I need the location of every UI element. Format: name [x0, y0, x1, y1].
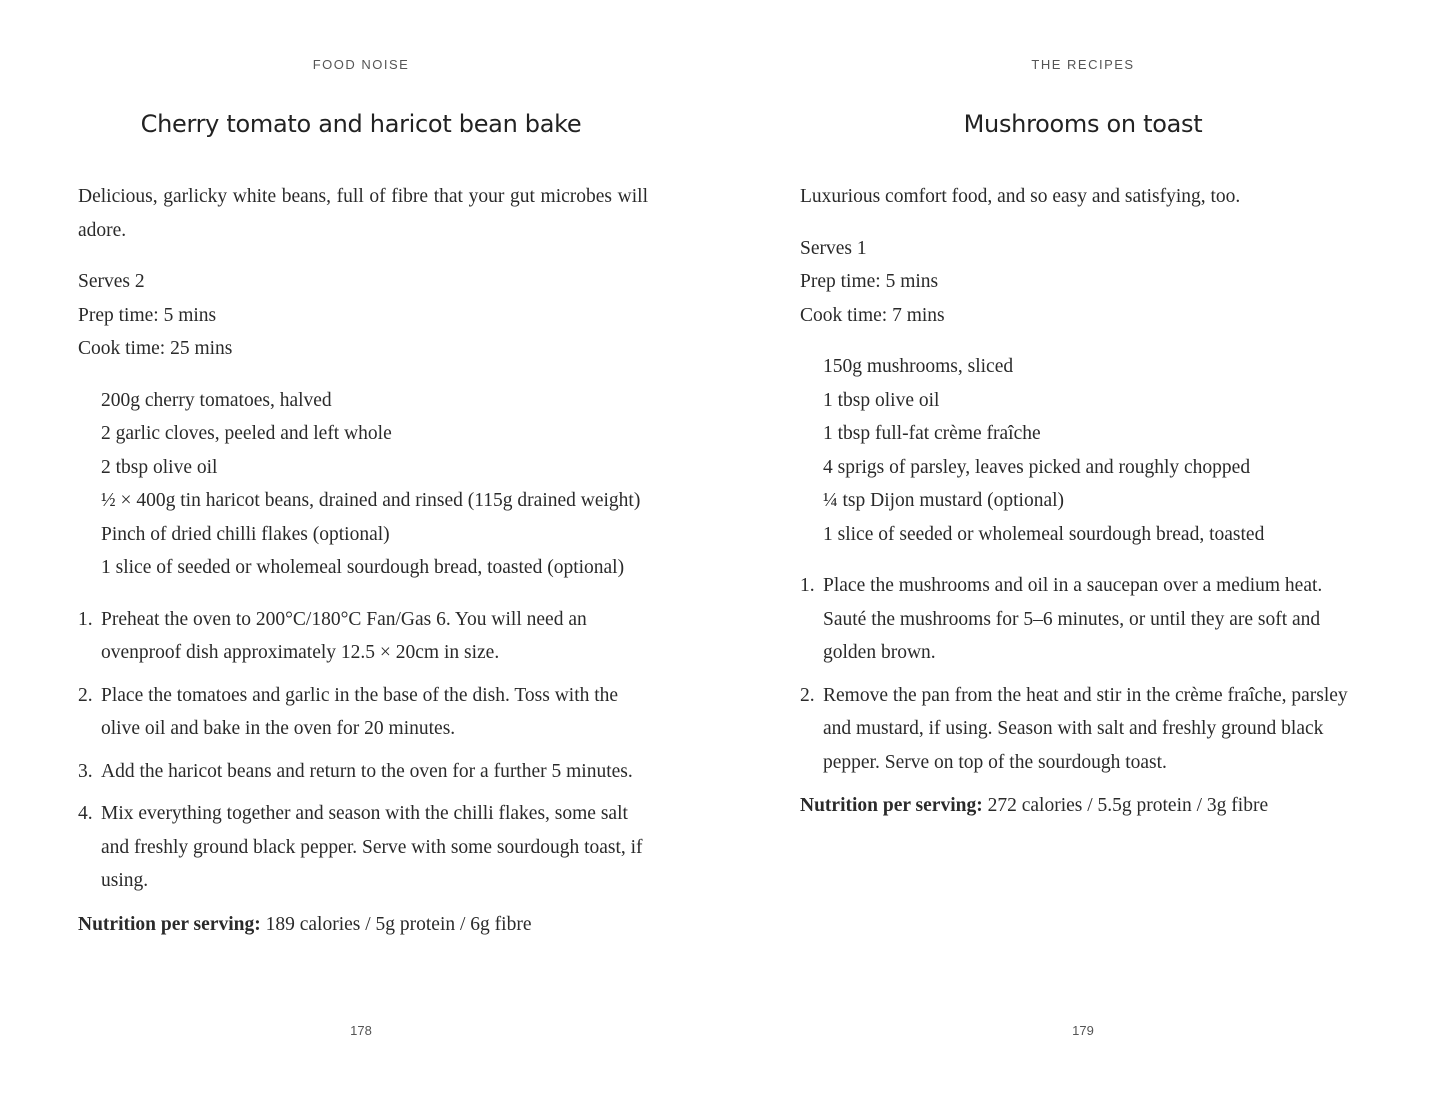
ingredient-item: 1 tbsp olive oil: [823, 389, 940, 411]
nutrition-value: 272 calories / 5.5g protein / 3g fibre: [982, 795, 1269, 816]
recipe-intro: Luxurious comfort food, and so easy and satisfying, too.: [800, 186, 1241, 207]
prep-time: Prep time: 5 mins: [78, 304, 217, 326]
left-page: [0, 0, 722, 1105]
step-number: 1.: [800, 575, 815, 596]
recipe-intro: Delicious, garlicky white beans, full of fibre that your gut microbes will adore.: [78, 186, 648, 241]
ingredient-item: 1 tbsp full-fat crème fraîche: [823, 423, 1041, 444]
ingredient-item: 150g mushrooms, sliced: [823, 356, 1014, 377]
prep-time: Prep time: 5 mins: [800, 271, 939, 292]
nutrition-value: 189 calories / 5g protein / 6g fibre: [260, 913, 532, 935]
ingredient-item: ½ × 400g tin haricot beans, drained and rinsed (115g drained weight): [101, 490, 641, 511]
cook-time: Cook time: 25 mins: [78, 338, 233, 359]
page-number: 178: [350, 1023, 372, 1038]
method-step: [78, 797, 648, 898]
nutrition-info: [800, 789, 1370, 823]
recipe-meta: [78, 265, 648, 366]
step-number: 1.: [78, 608, 93, 630]
step-number: 2.: [800, 684, 815, 706]
step-text: Place the tomatoes and garlic in the base of the dish. Toss with the olive oil and bake in the oven for 20 minutes.: [101, 684, 619, 739]
step-number: 3.: [78, 760, 93, 782]
nutrition-info: [78, 908, 648, 942]
serves: Serves 1: [800, 237, 867, 259]
running-head: THE RECIPES: [1031, 57, 1135, 72]
method-steps: [78, 603, 648, 898]
method-steps: [800, 569, 1370, 779]
step-text: Place the mushrooms and oil in a saucepan over a medium heat. Sauté the mushrooms for 5–6 minutes, or until they are soft and golden brown.: [823, 575, 1323, 663]
method-step: [78, 755, 648, 789]
recipe-body: [78, 180, 648, 941]
ingredient-item: 2 garlic cloves, peeled and left whole: [101, 423, 392, 444]
ingredient-item: 4 sprigs of parsley, leaves picked and roughly chopped: [823, 456, 1251, 478]
page-number: 179: [1072, 1023, 1094, 1038]
method-step: [78, 603, 648, 670]
method-step: [78, 679, 648, 746]
ingredients-list: [800, 350, 1370, 551]
ingredient-item: 1 slice of seeded or wholemeal sourdough bread, toasted: [823, 523, 1265, 545]
recipe-title: Cherry tomato and haricot bean bake: [140, 110, 582, 138]
method-step: [800, 569, 1370, 670]
cook-time: Cook time: 7 mins: [800, 304, 945, 326]
step-text: Preheat the oven to 200°C/180°C Fan/Gas 6. You will need an ovenproof dish approximately 12.5 × 20cm in size.: [101, 608, 587, 663]
ingredient-item: Pinch of dried chilli flakes (optional): [101, 523, 390, 545]
nutrition-label: Nutrition per serving:: [800, 795, 983, 816]
recipe-body: [800, 180, 1370, 823]
ingredients-list: [78, 384, 648, 585]
ingredient-item: 1 slice of seeded or wholemeal sourdough bread, toasted (optional): [101, 557, 625, 578]
recipe-title: Mushrooms on toast: [963, 110, 1203, 138]
step-number: 2.: [78, 684, 93, 706]
step-text: Remove the pan from the heat and stir in the crème fraîche, parsley and mustard, if using. Season with salt and freshly ground black pepper. Serve on top of the sourdough toast.: [823, 684, 1348, 773]
serves: Serves 2: [78, 271, 145, 292]
nutrition-label: Nutrition per serving:: [78, 913, 261, 935]
ingredient-item: 2 tbsp olive oil: [101, 456, 218, 478]
ingredient-item: 200g cherry tomatoes, halved: [101, 389, 332, 411]
step-text: Add the haricot beans and return to the oven for a further 5 minutes.: [101, 760, 633, 782]
method-step: [800, 679, 1370, 780]
running-head: FOOD NOISE: [312, 57, 410, 72]
ingredient-item: ¼ tsp Dijon mustard (optional): [823, 490, 1065, 511]
step-text: Mix everything together and season with the chilli flakes, some salt and freshly ground black pepper. Serve with some sourdough toast, if using.: [101, 803, 643, 891]
step-number: 4.: [78, 803, 93, 824]
right-page: [722, 0, 1444, 1105]
recipe-meta: [800, 232, 1370, 333]
